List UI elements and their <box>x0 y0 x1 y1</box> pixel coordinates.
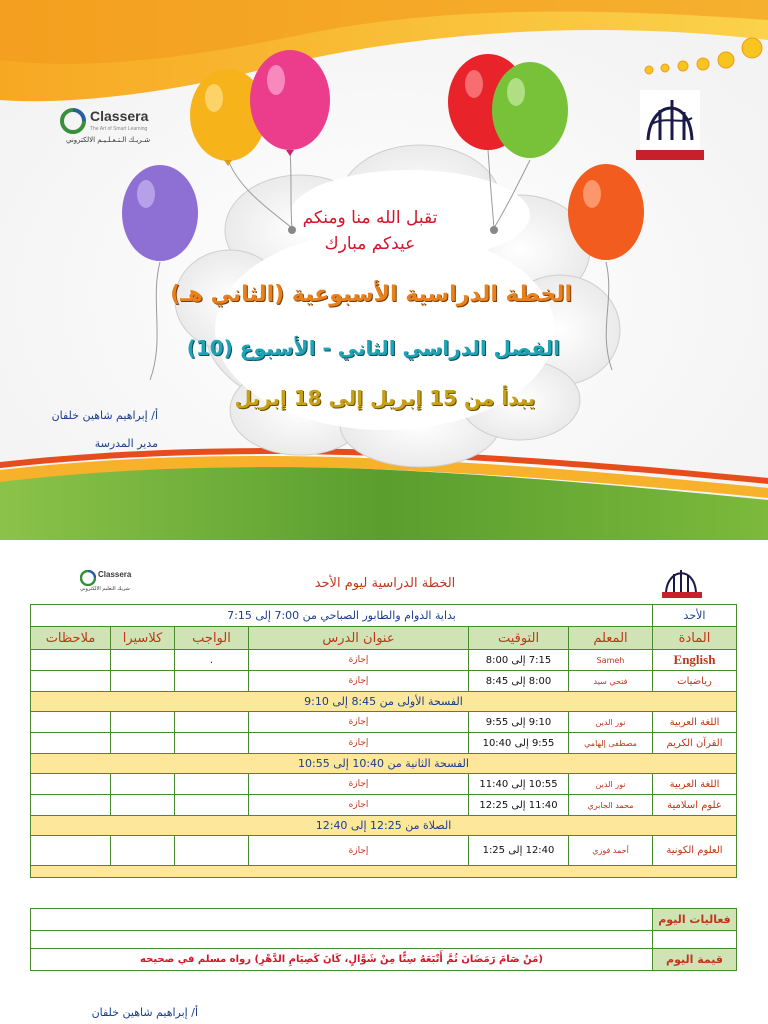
start-row <box>31 605 737 627</box>
empty-cell <box>31 931 653 949</box>
break-2-text: الفسحة الثانية من 10:40 إلى 10:55 <box>31 754 737 774</box>
signer-role: مدير المدرسة <box>94 437 158 450</box>
teacher-cell: أحمد فوزي <box>569 836 653 866</box>
classera-cell <box>111 795 175 816</box>
subject-cell: القرآن الكريم <box>653 733 737 754</box>
notes-cell <box>31 733 111 754</box>
classera-mark-icon <box>80 570 96 586</box>
homework-cell <box>175 712 249 733</box>
lesson-cell: إجازة <box>249 712 469 733</box>
value-row <box>31 949 737 971</box>
empty-row <box>31 931 737 949</box>
teacher-cell: فتحي سيد <box>569 671 653 692</box>
notes-cell <box>31 650 111 671</box>
footer-signer: أ/ إبراهيم شاهين خلفان <box>91 1006 198 1019</box>
subject-cell: English <box>653 650 737 671</box>
header-time: التوقيت <box>469 627 569 650</box>
header-classera: كلاسيرا <box>111 627 175 650</box>
signer-name: أ/ إبراهيم شاهين خلفان <box>51 409 158 422</box>
empty-cell <box>653 931 737 949</box>
weekly-plan-title: الخطة الدراسية الأسبوعية (الثاني هـ) <box>170 282 572 307</box>
classera-cell <box>111 671 175 692</box>
activities-cell <box>31 909 653 931</box>
time-cell: 9:10 إلى 9:55 <box>469 712 569 733</box>
mini-classera-name: Classera <box>98 570 132 579</box>
blank-row <box>31 866 737 878</box>
subject-cell: رياضيات <box>653 671 737 692</box>
prayer-text: الصلاة من 12:25 إلى 12:40 <box>31 816 737 836</box>
break-row <box>31 692 737 712</box>
classera-cell <box>111 712 175 733</box>
balloon-green <box>492 62 568 158</box>
table-header-row <box>31 627 737 650</box>
classera-cell <box>111 733 175 754</box>
classera-arabic: شـريـك الـتـعـلـيـم الالكتروني <box>66 136 151 144</box>
semester-week-line: الفصل الدراسي الثاني - الأسبوع (10) <box>186 336 560 360</box>
dates-line: يبدأ من 15 إبريل إلى 18 إبريل <box>234 386 536 410</box>
school-crest-logo <box>636 90 704 160</box>
greeting-line-2: عيدكم مبارك <box>324 234 416 254</box>
time-cell: 8:00 إلى 8:45 <box>469 671 569 692</box>
teacher-cell: محمد الجابري <box>569 795 653 816</box>
classera-cell <box>111 836 175 866</box>
daily-plan-page <box>0 548 768 1024</box>
header-lesson: عنوان الدرس <box>249 627 469 650</box>
homework-cell <box>175 836 249 866</box>
classera-name: Classera <box>90 108 149 124</box>
prayer-row <box>31 816 737 836</box>
greeting-line-1: تقبل الله منا ومنكم <box>302 208 438 228</box>
header-subject: المادة <box>653 627 737 650</box>
homework-cell <box>175 774 249 795</box>
time-cell: 7:15 إلى 8:00 <box>469 650 569 671</box>
subject-cell: العلوم الكونية <box>653 836 737 866</box>
time-cell: 10:55 إلى 11:40 <box>469 774 569 795</box>
schedule-table <box>30 604 737 878</box>
time-cell: 9:55 إلى 10:40 <box>469 733 569 754</box>
activities-table <box>30 908 737 971</box>
table-row <box>31 836 737 866</box>
start-time-text: بداية الدوام والطابور الصباحي من 7:00 إلى 7:15 <box>31 605 653 627</box>
teacher-cell: نور الدين <box>569 712 653 733</box>
teacher-cell: Sameh <box>569 650 653 671</box>
header-teacher: المعلم <box>569 627 653 650</box>
lesson-cell: إجازة <box>249 733 469 754</box>
lesson-cell: إجازة <box>249 671 469 692</box>
lesson-cell: اجازه <box>249 795 469 816</box>
header-notes: ملاحظات <box>31 627 111 650</box>
homework-cell <box>175 795 249 816</box>
notes-cell <box>31 836 111 866</box>
classera-cell <box>111 774 175 795</box>
activities-row <box>31 909 737 931</box>
classera-logo <box>58 106 168 152</box>
table-row <box>31 650 737 671</box>
subject-cell: علوم اسلامية <box>653 795 737 816</box>
break-row <box>31 754 737 774</box>
notes-cell <box>31 774 111 795</box>
classera-mark-icon <box>60 108 86 134</box>
table-row <box>31 733 737 754</box>
lesson-cell: إجازة <box>249 650 469 671</box>
homework-cell <box>175 733 249 754</box>
teacher-cell: نور الدين <box>569 774 653 795</box>
day-label: الأحد <box>653 605 737 627</box>
table-row <box>31 795 737 816</box>
blank-cell <box>31 866 737 878</box>
notes-cell <box>31 671 111 692</box>
table-row <box>31 712 737 733</box>
notes-cell <box>31 795 111 816</box>
subject-cell: اللغة العربية <box>653 774 737 795</box>
homework-cell <box>175 671 249 692</box>
activities-label: فعاليات اليوم <box>653 909 737 931</box>
school-crest-small-logo <box>660 562 704 602</box>
balloon-orange <box>568 164 644 260</box>
header-homework: الواجب <box>175 627 249 650</box>
table-row <box>31 671 737 692</box>
time-cell: 11:40 إلى 12:25 <box>469 795 569 816</box>
value-label: قيمة اليوم <box>653 949 737 971</box>
table-row <box>31 774 737 795</box>
notes-cell <box>31 712 111 733</box>
mini-classera-logo <box>80 570 160 596</box>
lesson-cell: إجازة <box>249 774 469 795</box>
value-text: (مَنْ صَامَ رَمَضَانَ ثُمَّ أَتْبَعَهُ سِتًّا مِنْ شَوَّالٍ، كَانَ كَصِيَامِ الدَّهْرِ) رواه مسلم في صحيحه <box>31 949 653 971</box>
classera-cell <box>111 650 175 671</box>
break-1-text: الفسحة الأولى من 8:45 إلى 9:10 <box>31 692 737 712</box>
teacher-cell: مصطفى إلهامي <box>569 733 653 754</box>
homework-cell: . <box>175 650 249 671</box>
classera-tagline: The Art of Smart Learning <box>90 126 148 132</box>
balloon-purple <box>122 165 198 261</box>
subject-cell: اللغة العربية <box>653 712 737 733</box>
plan-title: الخطة الدراسية ليوم الأحد <box>314 576 456 591</box>
mini-classera-arabic: شريك التعليم الالكتروني <box>80 586 130 592</box>
lesson-cell: إجازة <box>249 836 469 866</box>
time-cell: 12:40 إلى 1:25 <box>469 836 569 866</box>
